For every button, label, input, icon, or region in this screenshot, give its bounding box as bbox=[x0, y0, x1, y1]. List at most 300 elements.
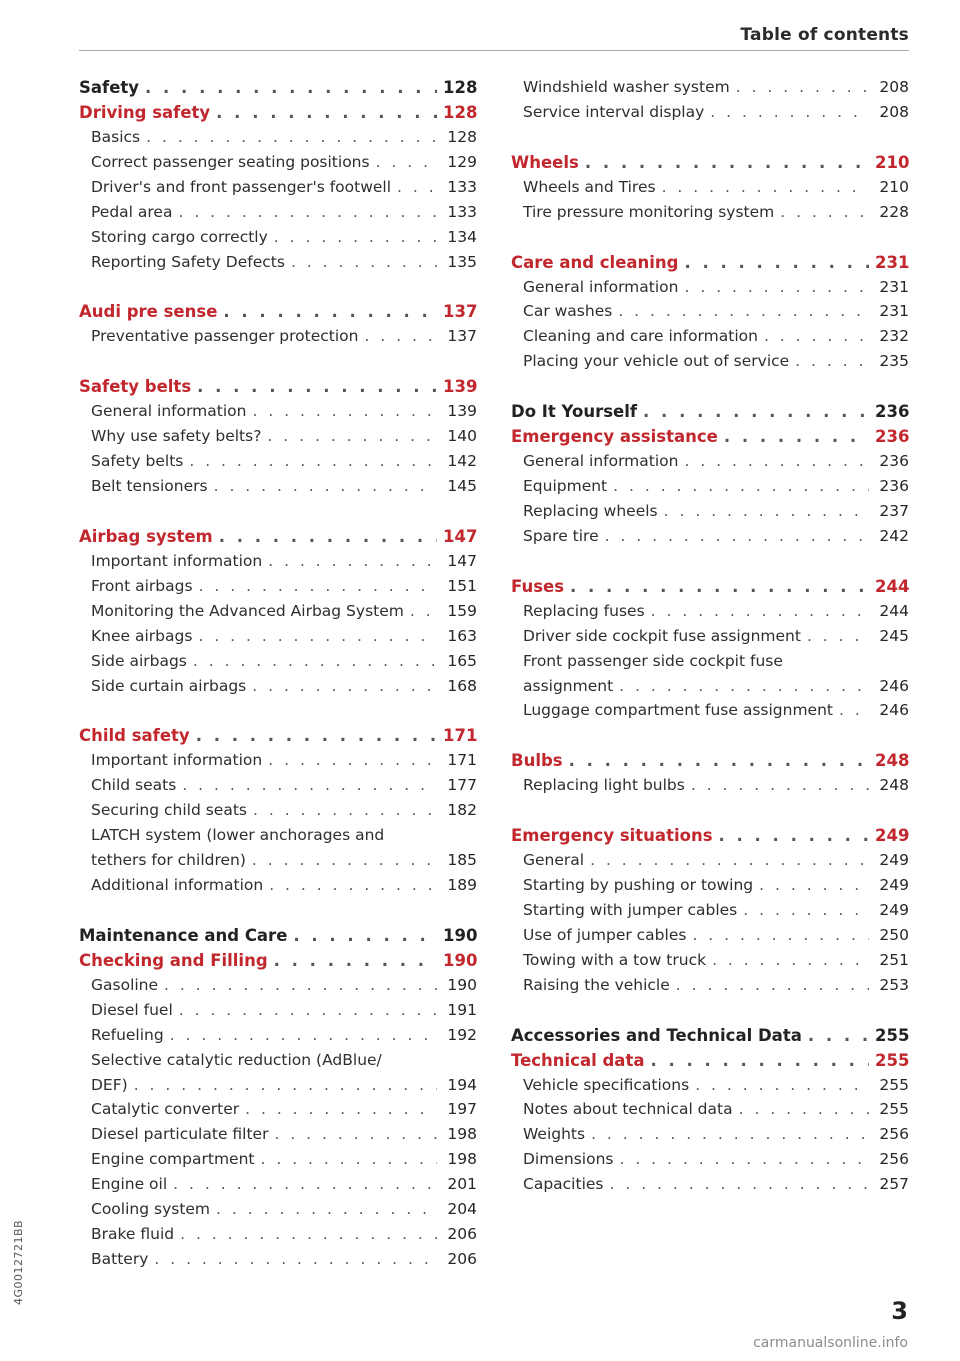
toc-entry[interactable] bbox=[79, 1225, 477, 1250]
toc-entry-title: Accessories and Technical Data bbox=[511, 1025, 802, 1045]
toc-page-number: 133 bbox=[447, 177, 477, 196]
toc-entry[interactable] bbox=[79, 477, 477, 502]
document-code: 4G0012721BB bbox=[12, 1219, 25, 1305]
toc-page-number: 185 bbox=[447, 851, 477, 870]
toc-leader-dots bbox=[199, 577, 437, 595]
toc-entry[interactable] bbox=[79, 976, 477, 1001]
toc-entry-title: Driving safety bbox=[79, 102, 211, 122]
toc-page-number: 171 bbox=[443, 726, 477, 746]
toc-page-number: 177 bbox=[447, 776, 477, 795]
toc-entry[interactable] bbox=[511, 1125, 909, 1150]
toc-entry-title: Selective catalytic reduction (AdBlue/ bbox=[91, 1050, 382, 1069]
toc-entry[interactable] bbox=[79, 1100, 477, 1125]
toc-leader-dots bbox=[591, 1125, 869, 1143]
toc-page-number: 145 bbox=[447, 477, 477, 495]
toc-entry[interactable] bbox=[79, 1150, 477, 1175]
toc-spacer bbox=[79, 701, 477, 726]
toc-leader-dots bbox=[712, 951, 869, 969]
toc-leader-dots bbox=[808, 1026, 869, 1045]
toc-entry-title: Important information bbox=[91, 751, 263, 770]
toc-leader-dots bbox=[267, 427, 437, 445]
toc-page-number: 249 bbox=[879, 900, 909, 919]
toc-page-number: 257 bbox=[879, 1175, 909, 1194]
toc-entry[interactable] bbox=[79, 1125, 477, 1150]
toc-leader-dots bbox=[676, 976, 869, 994]
toc-page-number: 129 bbox=[447, 152, 477, 171]
toc-leader-dots bbox=[651, 602, 869, 620]
toc-entry[interactable] bbox=[79, 876, 477, 901]
toc-entry-title: Refueling bbox=[91, 1025, 164, 1044]
toc-leader-dots bbox=[219, 527, 437, 546]
toc-entry[interactable] bbox=[79, 801, 477, 826]
toc-leader-dots bbox=[216, 1200, 437, 1218]
toc-leader-dots bbox=[268, 552, 437, 570]
toc-page-number: 159 bbox=[447, 601, 477, 620]
toc-entry-title: Engine compartment bbox=[91, 1150, 255, 1169]
toc-page-number: 128 bbox=[443, 102, 477, 122]
toc-leader-dots bbox=[695, 1076, 869, 1094]
toc-entry-title: Wheels and Tires bbox=[523, 177, 656, 196]
toc-page-number: 190 bbox=[443, 925, 477, 945]
toc-page-number: 242 bbox=[879, 526, 909, 545]
toc-spacer bbox=[79, 901, 477, 926]
toc-entry[interactable] bbox=[511, 627, 909, 652]
toc-entry[interactable] bbox=[79, 627, 477, 652]
toc-entry-title: General information bbox=[91, 402, 247, 421]
toc-entry-title: Safety belts bbox=[91, 452, 184, 471]
toc-page-number: 249 bbox=[879, 876, 909, 894]
toc-entry-title: Basics bbox=[91, 127, 141, 146]
toc-page-number: 236 bbox=[879, 477, 909, 495]
toc-leader-dots bbox=[268, 751, 437, 769]
toc-page-number: 165 bbox=[447, 651, 477, 670]
toc-section-heading[interactable] bbox=[79, 78, 477, 103]
toc-page-number: 204 bbox=[447, 1200, 477, 1219]
toc-leader-dots bbox=[216, 103, 437, 122]
toc-entry[interactable] bbox=[511, 876, 909, 901]
toc-entry[interactable] bbox=[511, 602, 909, 627]
toc-entry[interactable] bbox=[511, 527, 909, 552]
toc-page-number: 246 bbox=[879, 701, 909, 720]
toc-entry-title: Cooling system bbox=[91, 1200, 211, 1219]
toc-page-number: 256 bbox=[879, 1150, 909, 1169]
toc-entry[interactable] bbox=[79, 128, 477, 153]
toc-leader-dots bbox=[274, 951, 437, 970]
toc-leader-dots bbox=[590, 851, 869, 869]
toc-entry[interactable] bbox=[79, 652, 477, 677]
toc-leader-dots bbox=[197, 377, 437, 396]
toc-page-number: 201 bbox=[447, 1175, 477, 1194]
toc-entry[interactable] bbox=[511, 178, 909, 203]
toc-spacer bbox=[79, 278, 477, 303]
toc-entry-title: DEF) bbox=[91, 1075, 128, 1094]
toc-page-number: 248 bbox=[875, 751, 909, 771]
toc-entry[interactable] bbox=[511, 677, 909, 702]
toc-section-heading[interactable] bbox=[79, 377, 477, 402]
toc-leader-dots bbox=[795, 352, 869, 370]
toc-entry[interactable] bbox=[79, 577, 477, 602]
toc-page-number: 151 bbox=[447, 576, 477, 595]
toc-entry-title: Child safety bbox=[79, 726, 190, 746]
toc-leader-dots bbox=[739, 1100, 869, 1118]
toc-entry[interactable] bbox=[511, 278, 909, 303]
toc-page-number: 249 bbox=[875, 826, 909, 846]
toc-entry-title: Towing with a tow truck bbox=[523, 950, 707, 969]
toc-section-heading[interactable] bbox=[511, 1026, 909, 1051]
toc-leader-dots bbox=[252, 402, 437, 420]
toc-entry[interactable] bbox=[511, 1175, 909, 1200]
toc-entry-title: General bbox=[523, 851, 585, 870]
toc-entry[interactable] bbox=[511, 302, 909, 327]
toc-entry[interactable] bbox=[79, 776, 477, 801]
toc-section-heading[interactable] bbox=[511, 253, 909, 278]
toc-leader-dots bbox=[724, 427, 869, 446]
toc-page-number: 198 bbox=[447, 1150, 477, 1169]
toc-entry-title: Emergency situations bbox=[511, 826, 713, 846]
toc-entry[interactable] bbox=[511, 502, 909, 527]
toc-entry-title: Equipment bbox=[523, 477, 608, 495]
toc-entry-title: Diesel particulate filter bbox=[91, 1125, 269, 1144]
toc-leader-dots bbox=[605, 527, 869, 545]
toc-entry[interactable] bbox=[79, 253, 477, 278]
toc-page-number: 190 bbox=[443, 950, 477, 970]
toc-page-number: 244 bbox=[875, 576, 909, 596]
toc-entry-title: Storing cargo correctly bbox=[91, 227, 268, 246]
toc-leader-dots bbox=[189, 452, 437, 470]
toc-leader-dots bbox=[664, 502, 869, 520]
toc-leader-dots bbox=[764, 327, 869, 345]
toc-leader-dots bbox=[569, 751, 869, 770]
toc-page-number: 137 bbox=[443, 302, 477, 322]
toc-leader-dots bbox=[245, 1100, 437, 1118]
toc-entry[interactable] bbox=[511, 926, 909, 951]
toc-page-number: 245 bbox=[879, 626, 909, 645]
toc-section-heading[interactable] bbox=[511, 577, 909, 602]
toc-leader-dots bbox=[269, 876, 437, 894]
toc-leader-dots bbox=[684, 253, 869, 272]
toc-entry[interactable] bbox=[511, 776, 909, 801]
toc-page-number: 228 bbox=[879, 202, 909, 221]
toc-spacer bbox=[79, 352, 477, 377]
toc-entry[interactable] bbox=[79, 228, 477, 253]
toc-page-number: 250 bbox=[879, 925, 909, 944]
toc-page-number: 192 bbox=[447, 1025, 477, 1044]
toc-page-number: 140 bbox=[447, 427, 477, 446]
toc-leader-dots bbox=[260, 1150, 437, 1168]
toc-spacer bbox=[511, 377, 909, 402]
toc-entry-title: Use of jumper cables bbox=[523, 925, 687, 944]
toc-entry-title: Battery bbox=[91, 1250, 149, 1269]
toc-leader-dots bbox=[570, 577, 869, 596]
toc-page-number: 147 bbox=[443, 526, 477, 546]
toc-spacer bbox=[511, 726, 909, 751]
toc-page-number: 197 bbox=[447, 1100, 477, 1119]
toc-entry-title: Audi pre sense bbox=[79, 302, 218, 322]
toc-entry[interactable] bbox=[79, 1200, 477, 1225]
toc-section-heading[interactable] bbox=[79, 926, 477, 951]
page-number: 3 bbox=[891, 1297, 908, 1325]
toc-page-number: 206 bbox=[447, 1250, 477, 1269]
toc-page-number: 237 bbox=[879, 501, 909, 520]
toc-entry[interactable] bbox=[79, 1076, 477, 1101]
toc-entry-title: General information bbox=[523, 277, 679, 296]
toc-entry-title: Cleaning and care information bbox=[523, 327, 758, 346]
toc-entry-title: Knee airbags bbox=[91, 626, 193, 645]
toc-entry[interactable] bbox=[511, 452, 909, 477]
toc-entry-title: Front airbags bbox=[91, 576, 193, 595]
toc-page-number: 194 bbox=[447, 1075, 477, 1094]
toc-page-number: 231 bbox=[875, 252, 909, 272]
toc-entry-title: Catalytic converter bbox=[91, 1100, 240, 1119]
toc-spacer bbox=[511, 801, 909, 826]
toc-entry[interactable] bbox=[511, 1100, 909, 1125]
toc-entry-title: Correct passenger seating positions bbox=[91, 152, 370, 171]
toc-entry-title: Side airbags bbox=[91, 651, 187, 670]
toc-entry-title: Maintenance and Care bbox=[79, 925, 288, 945]
toc-page-number: 255 bbox=[875, 1050, 909, 1070]
toc-entry[interactable] bbox=[79, 452, 477, 477]
toc-entry[interactable] bbox=[79, 178, 477, 203]
toc-leader-dots bbox=[736, 78, 869, 96]
toc-leader-dots bbox=[274, 1125, 437, 1143]
toc-page-number: 191 bbox=[447, 1000, 477, 1019]
toc-entry-title: Spare tire bbox=[523, 526, 599, 545]
toc-entry-title: Pedal area bbox=[91, 202, 173, 221]
toc-section-heading[interactable] bbox=[511, 1051, 909, 1076]
toc-leader-dots bbox=[179, 1001, 437, 1019]
toc-leader-dots bbox=[609, 1175, 869, 1193]
toc-page-number: 210 bbox=[879, 177, 909, 196]
toc-entry-title: Brake fluid bbox=[91, 1225, 175, 1244]
toc-entry-title: Front passenger side cockpit fuse bbox=[523, 651, 783, 670]
toc-entry[interactable] bbox=[511, 1076, 909, 1101]
toc-page-number: 198 bbox=[447, 1125, 477, 1144]
toc-page-number: 142 bbox=[447, 452, 477, 471]
page-header-title: Table of contents bbox=[740, 25, 909, 45]
toc-leader-dots bbox=[214, 477, 437, 495]
toc-page-number: 236 bbox=[875, 402, 909, 422]
toc-entry-title: Vehicle specifications bbox=[523, 1075, 690, 1094]
toc-entry-title: Capacities bbox=[523, 1175, 604, 1194]
toc-entry-title: Child seats bbox=[91, 776, 177, 795]
toc-leader-dots bbox=[196, 726, 437, 745]
toc-page-number: 182 bbox=[447, 801, 477, 820]
toc-entry[interactable] bbox=[511, 103, 909, 128]
toc-page-number: 139 bbox=[447, 402, 477, 421]
toc-entry[interactable] bbox=[511, 78, 909, 103]
toc-entry[interactable] bbox=[79, 327, 477, 352]
toc-entry-title: Checking and Filling bbox=[79, 950, 268, 970]
toc-entry-title: Side curtain airbags bbox=[91, 676, 247, 695]
toc-entry[interactable] bbox=[511, 976, 909, 1001]
toc-section-heading[interactable] bbox=[79, 302, 477, 327]
toc-page-number: 232 bbox=[879, 327, 909, 346]
toc-page-number: 128 bbox=[447, 127, 477, 146]
toc-leader-dots bbox=[710, 103, 869, 121]
toc-page-number: 210 bbox=[875, 152, 909, 172]
toc-entry-title: Placing your vehicle out of service bbox=[523, 352, 790, 371]
toc-entry-title: Tire pressure monitoring system bbox=[523, 202, 775, 221]
toc-leader-dots bbox=[146, 128, 437, 146]
toc-leader-dots bbox=[193, 652, 437, 670]
toc-entry-title: Diesel fuel bbox=[91, 1000, 173, 1019]
toc-leader-dots bbox=[691, 776, 869, 794]
toc-entry-title: Important information bbox=[91, 551, 263, 570]
toc-entry-title: Weights bbox=[523, 1125, 586, 1144]
toc-leader-dots bbox=[619, 677, 869, 695]
header-divider bbox=[79, 50, 909, 51]
toc-leader-dots bbox=[692, 926, 869, 944]
toc-entry-title: Preventative passenger protection bbox=[91, 327, 359, 346]
toc-entry-title: Dimensions bbox=[523, 1150, 614, 1169]
toc-entry[interactable] bbox=[79, 751, 477, 776]
toc-leader-dots bbox=[684, 278, 869, 296]
toc-entry[interactable] bbox=[79, 1051, 477, 1076]
toc-leader-dots bbox=[719, 826, 869, 845]
toc-entry-title: Luggage compartment fuse assignment bbox=[523, 701, 833, 720]
toc-entry-title: Reporting Safety Defects bbox=[91, 252, 285, 271]
toc-entry[interactable] bbox=[511, 352, 909, 377]
toc-entry-title: Technical data bbox=[511, 1050, 645, 1070]
toc-page-number: 255 bbox=[879, 1075, 909, 1094]
toc-entry[interactable] bbox=[511, 327, 909, 352]
toc-leader-dots bbox=[364, 327, 437, 345]
toc-leader-dots bbox=[643, 402, 869, 421]
toc-entry[interactable] bbox=[79, 203, 477, 228]
toc-leader-dots bbox=[164, 976, 437, 994]
toc-entry[interactable] bbox=[79, 402, 477, 427]
toc-entry-title: Emergency assistance bbox=[511, 427, 718, 447]
toc-page-number: 246 bbox=[879, 676, 909, 695]
toc-entry-title: Safety belts bbox=[79, 377, 192, 397]
toc-entry-title: Why use safety belts? bbox=[91, 427, 262, 446]
toc-entry[interactable] bbox=[79, 677, 477, 702]
toc-entry[interactable] bbox=[79, 153, 477, 178]
toc-page-number: 235 bbox=[879, 352, 909, 371]
toc-section-heading[interactable] bbox=[511, 751, 909, 776]
toc-leader-dots bbox=[253, 801, 437, 819]
toc-column-left bbox=[79, 78, 477, 1275]
toc-entry-title: Replacing light bulbs bbox=[523, 776, 685, 795]
toc-entry[interactable] bbox=[511, 701, 909, 726]
toc-entry[interactable] bbox=[511, 1150, 909, 1175]
toc-leader-dots bbox=[410, 602, 437, 620]
toc-entry[interactable] bbox=[79, 826, 477, 851]
toc-page-number: 255 bbox=[879, 1100, 909, 1119]
toc-leader-dots bbox=[839, 701, 869, 719]
toc-leader-dots bbox=[619, 1150, 869, 1168]
toc-section-heading[interactable] bbox=[511, 826, 909, 851]
toc-page-number: 128 bbox=[443, 78, 477, 97]
toc-entry-title: Engine oil bbox=[91, 1175, 168, 1194]
toc-leader-dots bbox=[180, 1225, 437, 1243]
toc-leader-dots bbox=[613, 477, 869, 495]
toc-entry-title: Securing child seats bbox=[91, 801, 247, 820]
toc-entry[interactable] bbox=[511, 901, 909, 926]
toc-entry-title: Do It Yourself bbox=[511, 402, 638, 422]
toc-leader-dots bbox=[170, 1026, 437, 1044]
toc-entry[interactable] bbox=[79, 602, 477, 627]
toc-leader-dots bbox=[780, 203, 869, 221]
toc-leader-dots bbox=[650, 1051, 869, 1070]
toc-entry[interactable] bbox=[79, 1175, 477, 1200]
toc-leader-dots bbox=[684, 452, 869, 470]
toc-entry-title: Starting by pushing or towing bbox=[523, 876, 754, 894]
toc-spacer bbox=[511, 1001, 909, 1026]
toc-leader-dots bbox=[274, 228, 437, 246]
toc-page-number: 163 bbox=[447, 626, 477, 645]
toc-section-heading[interactable] bbox=[79, 527, 477, 552]
toc-leader-dots bbox=[662, 178, 869, 196]
toc-page-number: 206 bbox=[447, 1225, 477, 1244]
toc-entry[interactable] bbox=[511, 951, 909, 976]
toc-entry-title: LATCH system (lower anchorages and bbox=[91, 826, 385, 845]
toc-leader-dots bbox=[585, 153, 869, 172]
toc-entry[interactable] bbox=[79, 851, 477, 876]
toc-entry-title: Monitoring the Advanced Airbag System bbox=[91, 601, 404, 620]
toc-page-number: 253 bbox=[879, 975, 909, 994]
toc-section-heading[interactable] bbox=[79, 103, 477, 128]
toc-entry[interactable] bbox=[79, 427, 477, 452]
toc-leader-dots bbox=[807, 627, 869, 645]
toc-entry[interactable] bbox=[79, 552, 477, 577]
toc-entry-title: Gasoline bbox=[91, 975, 159, 994]
toc-page-number: 208 bbox=[879, 78, 909, 96]
toc-entry[interactable] bbox=[79, 1026, 477, 1051]
toc-entry-title: Starting with jumper cables bbox=[523, 900, 738, 919]
toc-section-heading[interactable] bbox=[511, 153, 909, 178]
toc-entry[interactable] bbox=[511, 203, 909, 228]
toc-entry[interactable] bbox=[511, 851, 909, 876]
toc-section-heading[interactable] bbox=[511, 427, 909, 452]
watermark-text: carmanualsonline.info bbox=[753, 1335, 908, 1351]
toc-leader-dots bbox=[618, 302, 869, 320]
toc-spacer bbox=[511, 128, 909, 153]
toc-section-heading[interactable] bbox=[79, 951, 477, 976]
toc-entry-title: Belt tensioners bbox=[91, 477, 208, 495]
toc-entry-title: Care and cleaning bbox=[511, 252, 679, 272]
toc-entry-title: Driver's and front passenger's footwell bbox=[91, 177, 392, 196]
toc-section-heading[interactable] bbox=[511, 402, 909, 427]
toc-leader-dots bbox=[397, 178, 437, 196]
toc-entry-title: Wheels bbox=[511, 152, 579, 172]
toc-entry[interactable] bbox=[511, 477, 909, 502]
toc-entry[interactable] bbox=[511, 652, 909, 677]
toc-page-number: 244 bbox=[879, 601, 909, 620]
toc-leader-dots bbox=[759, 876, 869, 894]
toc-entry-title: Car washes bbox=[523, 302, 613, 321]
toc-entry-title: Service interval display bbox=[523, 102, 705, 121]
toc-entry[interactable] bbox=[79, 1001, 477, 1026]
toc-leader-dots bbox=[376, 153, 437, 171]
toc-entry-title: Fuses bbox=[511, 576, 565, 596]
toc-entry[interactable] bbox=[79, 1250, 477, 1275]
toc-leader-dots bbox=[743, 901, 869, 919]
toc-page-number: 133 bbox=[447, 202, 477, 221]
toc-page-number: 208 bbox=[879, 102, 909, 121]
toc-column-right bbox=[511, 78, 909, 1200]
toc-page-number: 251 bbox=[879, 950, 909, 969]
toc-page-number: 168 bbox=[447, 676, 477, 695]
toc-entry-title: Raising the vehicle bbox=[523, 975, 670, 994]
toc-spacer bbox=[79, 502, 477, 527]
toc-leader-dots bbox=[173, 1175, 437, 1193]
toc-section-heading[interactable] bbox=[79, 726, 477, 751]
toc-leader-dots bbox=[145, 78, 437, 97]
toc-page-number: 139 bbox=[443, 377, 477, 397]
toc-leader-dots bbox=[134, 1076, 437, 1094]
toc-entry-title: Bulbs bbox=[511, 751, 563, 771]
